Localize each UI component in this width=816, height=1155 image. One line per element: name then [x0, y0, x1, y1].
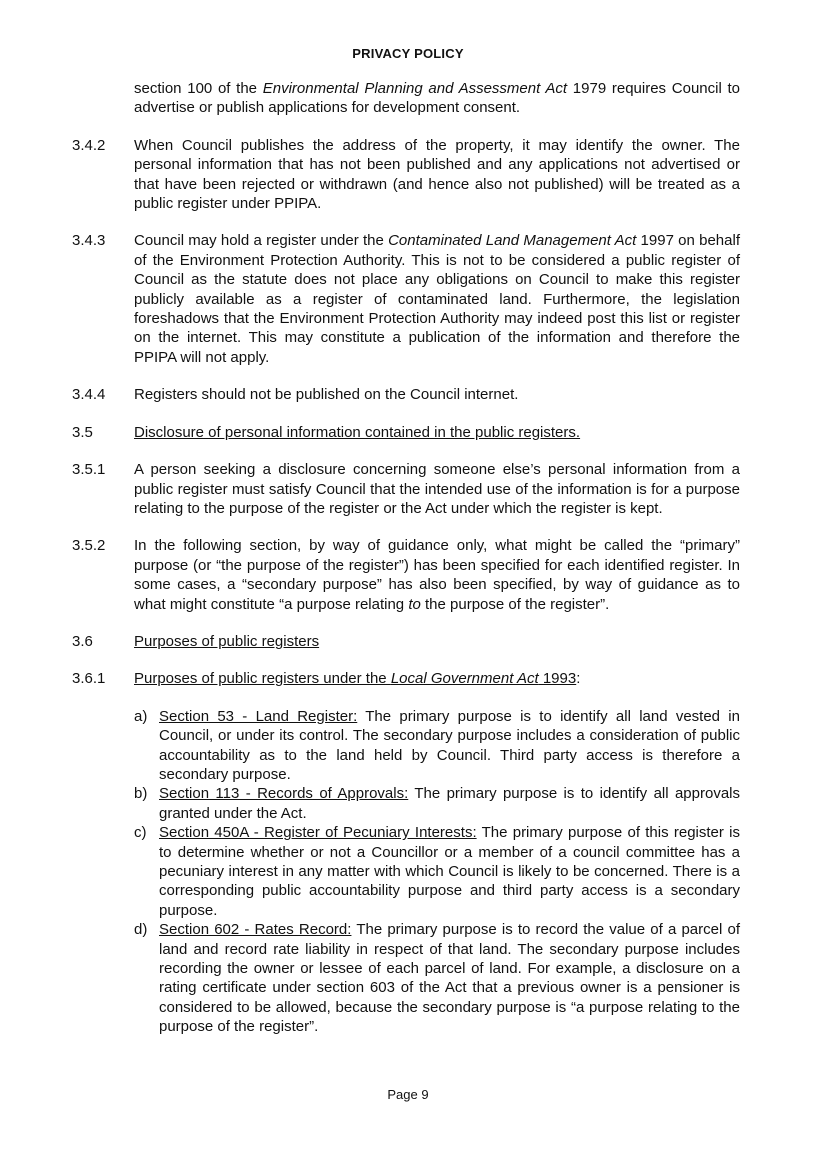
paragraph-text-pre: Council may hold a register under the [134, 232, 389, 250]
paragraph-3-4-2 [72, 136, 740, 214]
item-body: The primary purpose is to identify all approvals granted under the Act. [159, 785, 740, 822]
item-letter: c) [134, 824, 147, 842]
paragraph-3-5-1 [72, 460, 740, 518]
item-title: Section 450A - Register of Pecuniary Interests: [159, 824, 477, 842]
page-header: PRIVACY POLICY [352, 46, 464, 61]
item-text [159, 707, 740, 785]
list-item [134, 920, 740, 1036]
section-number: 3.6.1 [72, 670, 106, 688]
item-letter: d) [134, 921, 148, 939]
paragraph-text-post: 1997 on behalf of the Environment Protection Authority. This is not to be considered a public register of Council as the statute does not place any obligations on Council to make this register publicly available as a register of contaminated land. Furthermore, the legislation foreshadows that the Environment Protection Authority may indeed post this list or register on the internet. This may constitute a publication of the information and therefore the PPIPA will not apply. [134, 232, 740, 366]
paragraph-text-post: the purpose of the register”. [420, 595, 610, 613]
intro-act-title: Environmental Planning and Assessment Act [262, 80, 568, 97]
heading-year: 1993 [538, 670, 577, 688]
page-number: Page 9 [387, 1087, 429, 1102]
item-title: Section 113 - Records of Approvals: [159, 785, 409, 803]
section-heading: Disclosure of personal information contained in the public registers. [134, 423, 581, 441]
list-item [134, 707, 740, 785]
item-text [159, 823, 740, 920]
section-number: 3.6 [72, 632, 93, 650]
section-number: 3.4.3 [72, 232, 106, 250]
item-letter: a) [134, 707, 148, 725]
section-heading [134, 669, 740, 688]
item-body: The primary purpose is to identify all land vested in Council, or under its control. The secondary purpose includes a consideration of public accountability as to the land held by Council. Third party access is therefore a secondary purpose. [159, 707, 740, 783]
heading-3-6-1 [72, 669, 740, 688]
paragraph-3-4-4 [72, 385, 740, 404]
document-body [72, 79, 740, 1037]
paragraph-text: When Council publishes the address of the property, it may identify the owner. The personal information that has not been published and any applications not advertised or that have been rejected or withdrawn (and hence also not published) will be treated as a public register under PPIPA. [134, 136, 740, 213]
item-body: The primary purpose is to record the value of a parcel of land and record rate liability in respect of that land. The secondary purpose includes recording the owner or lessee of each parcel of land. For example, a disclosure on a rating certificate under section 603 of the Act that a previous owner is a pensioner is considered to be allowed, because the secondary purpose is “a purpose relating to the purpose of the register”. [159, 921, 740, 1036]
heading-colon: : [576, 670, 581, 688]
paragraph-3-4-3 [72, 231, 740, 367]
section-number: 3.5 [72, 423, 93, 441]
section-number: 3.4.2 [72, 136, 106, 154]
item-title: Section 53 - Land Register: [159, 707, 358, 725]
intro-paragraph [134, 79, 740, 118]
emphasis: to [408, 595, 421, 613]
heading-text-pre: Purposes of public registers under the [134, 670, 391, 688]
heading-3-6 [72, 632, 740, 651]
paragraph-3-5-2 [72, 536, 740, 614]
item-text [159, 784, 740, 823]
intro-text-pre: section 100 of the [134, 80, 263, 97]
intro-text-post: 1979 requires Council to advertise or publish applications for development consent. [134, 80, 740, 117]
section-number: 3.4.4 [72, 386, 106, 404]
list-item [134, 823, 740, 920]
section-number: 3.5.1 [72, 461, 106, 479]
item-text [159, 920, 740, 1036]
item-body: The primary purpose of this register is to determine whether or not a Councillor or a member of a council committee has a pecuniary interest in any matter with which Council is likely to be concerned. There is a corresponding public accountability purpose and third party access is a secondary purpose. [159, 824, 740, 919]
act-title: Contaminated Land Management Act [388, 232, 637, 250]
paragraph-text: Registers should not be published on the Council internet. [134, 386, 519, 404]
section-heading: Purposes of public registers [134, 632, 320, 650]
paragraph-text [134, 231, 740, 367]
section-number: 3.5.2 [72, 537, 106, 555]
paragraph-text-pre: In the following section, by way of guidance only, what might be called the “primary” purpose (or “the purpose of the register”) has been specified for each identified register. In some cases, a “secondary purpose” has also been specified, by way of guidance as to what might constitute “a purpose relating [134, 537, 740, 613]
list-item [134, 784, 740, 823]
item-title: Section 602 - Rates Record: [159, 921, 352, 939]
item-letter: b) [134, 785, 148, 803]
heading-3-5 [72, 423, 740, 442]
register-purpose-list [134, 707, 740, 1037]
act-title: Local Government Act [390, 670, 539, 688]
paragraph-text: A person seeking a disclosure concerning someone else’s personal information from a public register must satisfy Council that the intended use of the information is for a purpose relating to the purpose of the register or the Act under which the register is kept. [134, 461, 740, 517]
paragraph-text [134, 536, 740, 614]
